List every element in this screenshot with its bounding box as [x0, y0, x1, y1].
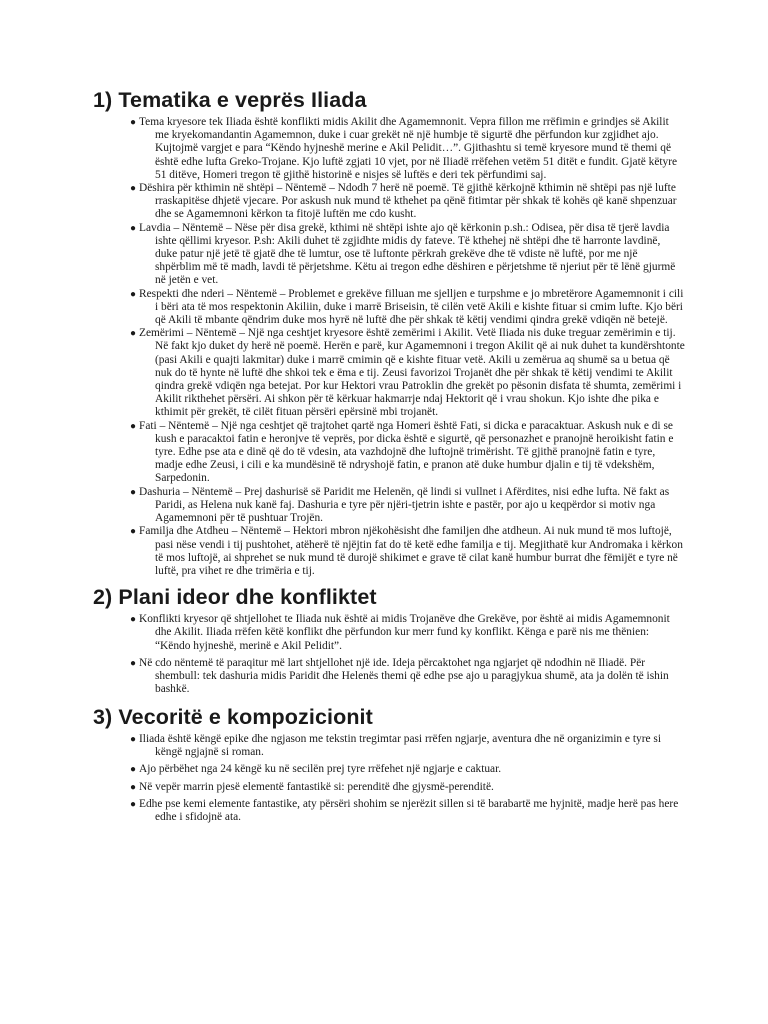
list-item: ● Ajo përbëhet nga 24 këngë ku në secilën prej tyre rrëfehet një ngjarje e caktuar.	[130, 763, 502, 776]
list-item: ● Lavdia – Nëntemë – Nëse për disa grekë, kthimi në shtëpi ishte ajo që kërkonin p.sh.: Odisea, për disa të tjerë lavdia ishte qëllimi kryesor. P.sh: Akili duhet të zgjidhte midis dy fateve. Të kthehej në shtëpi dhe të harronte lavdinë, duke patur një jetë të gjatë dhe të lumtur, ose të luftonte përkrah grekëve dhe të vdiste në luftë, por me një shpërblim më të madh, lavdi të përjetshme. Këtu ai tregon edhe dëshiren e përjetshme të njeriut për të lënë gjurmë në jetën e vet.	[130, 221, 676, 287]
list-item: ● Zemërimi – Nëntemë – Një nga ceshtjet kryesore është zemërimi i Akilit. Vetë Iliada nis duke treguar zemërimin e tij. Në fakt kjo duket dy herë në poemë. Herën e parë, kur Agamemnoni i tregon Akilit që ai nuk duhet ta kundërshtonte (pasi Akili e quajti lakmitar) duke i marrë cmimin që e kishte fituar vetë. Akili u zemërua aq shumë sa u betua që nuk do të hynte në luftë dhe shkoi tek e ëma e tij. Zeusi favorizoi Trojanët dhe për shkak të këtij vendimi te Akilit qindra grekë vdiqën nga betejat. Por kur Hektori vrau Patroklin dhe grekët po pësonin disfata të shumta, zemërimi i Akilit rikthehet përsëri. Ai shkon për të kërkuar hakmarrje ndaj Hektorit që i vrau shokun. Kjo ishte dhe pika e kthimit për grekët, të cilët fituan përsëri epërsinë mbi trojanët.	[130, 327, 685, 419]
list-item: ● Familja dhe Atdheu – Nëntemë – Hektori mbron njëkohësisht dhe familjen dhe atdheun. Ai nuk mund të mos luftojë, pasi nëse vendi i tij pushtohet, atëherë të njëjtin fat do të ketë edhe familja e tij. Megjithatë kur Andromaka i kërkon të mos luftojë, ai shprehet se nuk mund të durojë shikimet e grave të cilat kanë humbur burrat dhe fëmijët e tyre në luftë, pra vihet re dhe trimëria e tij.	[130, 525, 683, 577]
bullet-icon: ●	[130, 614, 137, 626]
list-item: ● Respekti dhe nderi – Nëntemë – Problemet e grekëve filluan me sjelljen e turpshme e jo mbretërore Agamemnonit i cili i bëri ata të mos respektonin Akiliin, duke i marrë Briseisin, të cilën vetë Akili e kishte fituar si cmim lufte. Kjo bëri që Akili të mbante qëndrim duke mos hyrë në luftë dhe për shkak të këtij vendimi qindra grekë vdiqën në betejë.	[130, 287, 684, 327]
bullet-icon: ●	[130, 657, 137, 669]
section-2-list	[93, 613, 685, 696]
list-item: ● Konflikti kryesor që shtjellohet te Iliada nuk është ai midis Trojanëve dhe Grekëve, por është ai midis Agamemnonit dhe Akilit. Iliada rrëfen këtë konflikt dhe përfundon kur merr fund ky konflikt. Kënga e parë nis me thënien: “Këndo hyjneshë, merinë e Akil Pelidit”.	[130, 613, 670, 652]
list-item: ● Tema kryesore tek Iliada është konflikti midis Akilit dhe Agamemnonit. Vepra fillon me rrëfimin e grindjes së Akilit me kryekomandantin Agamemnon, duke i cuar grekët në një humbje të sigurtë dhe përfundon kur zgjidhet ajo. Kujtojmë vargjet e para “Këndo hyjneshë merine e Akil Pelidit…”. Gjithashtu si temë kryesore mund të themi që është edhe lufta Greko-Trojane. Kjo luftë zgjati 10 vjet, por në Iliadë rrëfehen vetëm 51 ditët e fundit. Gjatë këtyre 51 ditëve, Homeri tregon të gjithë historinë e nisjes së luftës e deri tek përfundimi saj.	[130, 116, 678, 181]
bullet-icon: ●	[130, 733, 137, 745]
bullet-icon: ●	[130, 222, 137, 234]
bullet-icon: ●	[130, 183, 137, 195]
section-1-heading: 1) Tematika e veprës Iliada	[93, 88, 367, 112]
list-item: ● Iliada është këngë epike dhe ngjason me tekstin tregimtar pasi rrëfen ngjarje, aventura dhe në organizimin e tyre si këngë ngjajnë si roman.	[130, 732, 661, 758]
bullet-icon: ●	[130, 781, 137, 793]
list-item: ● Fati – Nëntemë – Një nga ceshtjet që trajtohet qartë nga Homeri është Fati, si dicka e paracaktuar. Askush nuk e di se kush e paracaktoi fatin e heronjve të veprës, por dicka është e sigurtë, që personazhet e pranojnë heroikisht fatin e tyre. Edhe pse ata e dinë që do të vdesin, ata vazhdojnë dhe luftojnë trimërisht. Të gjithë pranojnë fatin e tyre, madje edhe Zeusi, i cili e ka mundësinë të ndryshojë fatin, e pranon atë duke humbur djalin e tij të vdekshëm, Sarpedonin.	[130, 419, 674, 485]
bullet-icon: ●	[130, 798, 137, 810]
bullet-icon: ●	[130, 526, 137, 538]
bullet-icon: ●	[130, 117, 137, 128]
list-item: ● Dashuria – Nëntemë – Prej dashurisë së Paridit me Helenën, që lindi si vullnet i Afërdites, nisi edhe lufta. Në fakt as Paridi, as Helena nuk kanë faj. Dashuria e tyre për njëri-tjetrin ishte e pastër, por ajo u keqpërdor si motiv nga Agamemnoni për të pushtuar Trojën.	[130, 485, 670, 525]
list-item: ● Edhe pse kemi elemente fantastike, aty përsëri shohim se njerëzit sillen si të barabartë me hyjnitë, madje herë pas here edhe i sfidojnë ata.	[130, 797, 679, 824]
section-3-list	[93, 733, 685, 825]
section-3-heading: 3) Vecoritë e kompozicionit	[93, 704, 373, 729]
bullet-icon: ●	[130, 420, 137, 432]
bullet-icon: ●	[130, 486, 137, 498]
list-item: ● Dëshira për kthimin në shtëpi – Nëntemë – Ndodh 7 herë në poemë. Të gjithë kërkojnë kthimin në shtëpi pas një lufte rraskapitëse dhjetë vjecare. Por askush nuk mund të kthehet pa qënë fitimtar për shkak të kohës që kanë shpenzuar dhe se Agamemnoni kërkon ta fitojë luftën me cdo kusht.	[130, 182, 677, 221]
section-2-heading: 2) Plani ideor dhe konfliktet	[93, 585, 377, 610]
bullet-icon: ●	[130, 288, 137, 300]
list-item: ● Në cdo nëntemë të paraqitur më lart shtjellohet një ide. Ideja përcaktohet nga ngjarjet që ndodhin në Iliadë. Për shembull: tek dashuria midis Paridit dhe Helenës themi që edhe pse ajo u paragjykua shumë, ata ja dolën të ishin bashkë.	[130, 656, 669, 696]
bullet-icon: ●	[130, 328, 137, 340]
list-item: ● Në vepër marrin pjesë elementë fantastikë si: perenditë dhe gjysmë-perenditë.	[130, 780, 494, 793]
document-page	[93, 86, 685, 828]
bullet-icon: ●	[130, 764, 137, 776]
section-1-list	[93, 116, 685, 578]
